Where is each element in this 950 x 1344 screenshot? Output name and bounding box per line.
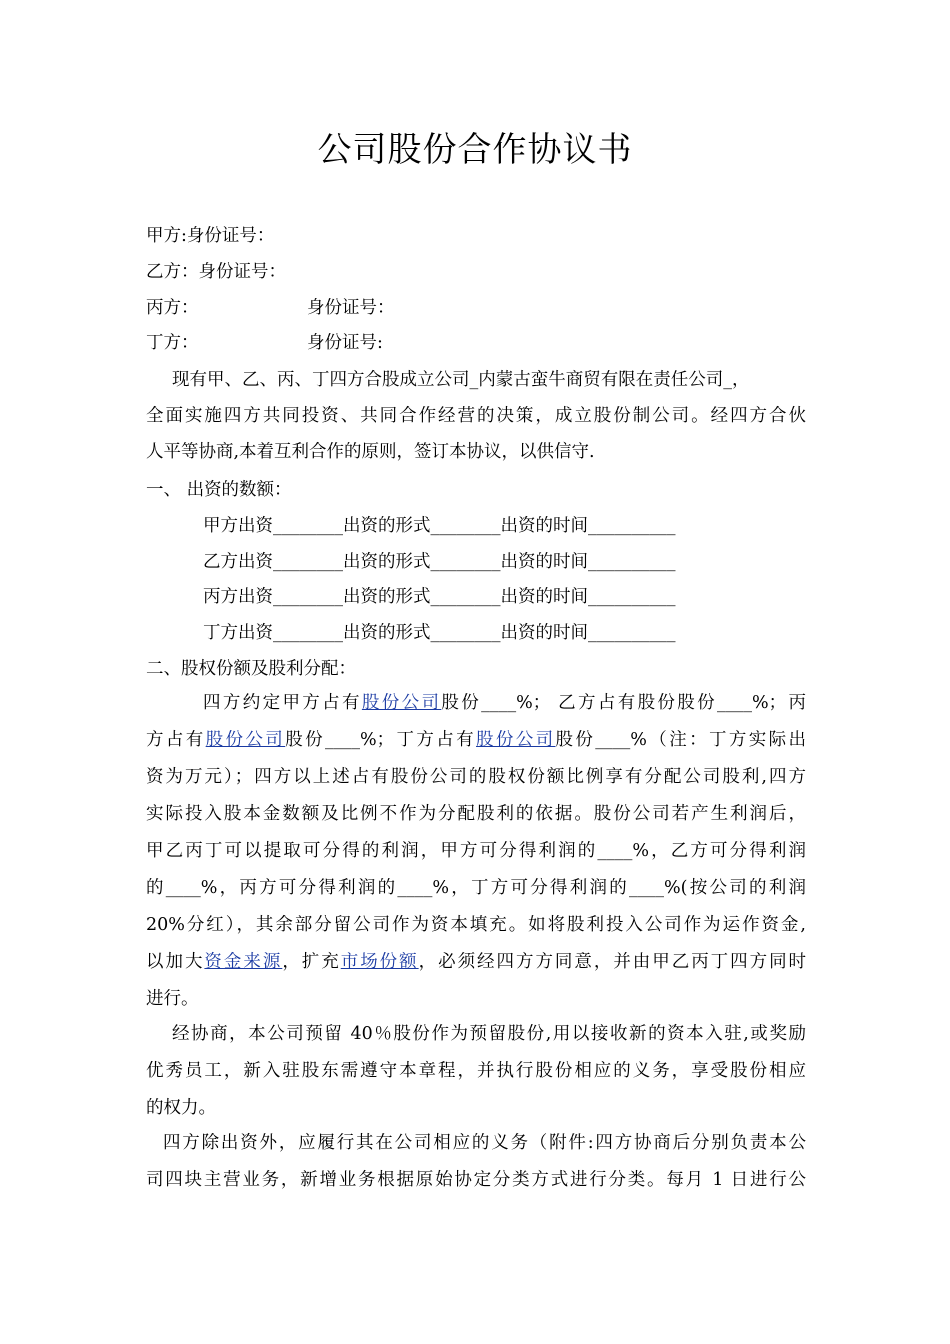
shares-line-5: 甲乙丙丁可以提取可分得的利润，甲方可分得利润的____%，乙方可分得利润 [146,841,806,861]
shares-line-7: 20%分红），其余部分留公司作为资本填充。如将股利投入公司作为运作资金, [146,915,806,935]
document-title: 公司股份合作协议书 [317,130,633,170]
party-jia: 甲方:身份证号： [146,226,275,246]
duties-line-2: 司四块主营业务，新增业务根据原始协定分类方式进行分类。每月 1 日进行公 [146,1170,806,1190]
shares-line-3: 资为万元）；四方以上述占有股份公司的股权份额比例享有分配公司股利,四方 [146,767,806,787]
party-bing-id: 身份证号： [307,298,395,318]
text-span: ，扩充 [282,952,341,972]
link-capital-source[interactable]: 资金来源 [204,952,283,972]
text-span: 方占有 [146,730,206,750]
contribution-row-jia: 甲方出资________出资的形式________出资的时间__________ [203,516,676,536]
text-span: 四方约定甲方占有 [203,693,362,713]
link-joint-stock-company[interactable]: 股份公司 [361,693,442,713]
duties-line-1: 四方除出资外，应履行其在公司相应的义务（附件:四方协商后分别负责本公 [163,1133,806,1153]
shares-line-2 [146,728,806,752]
contribution-row-bing: 丙方出资________出资的形式________出资的时间__________ [203,587,676,607]
party-bing-label: 丙方： [146,298,199,318]
contribution-row-yi: 乙方出资________出资的形式________出资的时间__________ [203,552,676,572]
reserve-line-3: 的权力。 [146,1098,216,1118]
party-bing [146,296,546,320]
reserve-line-1: 经协商，本公司预留 40％股份作为预留股份,用以接收新的资本入驻,或奖励 [172,1024,806,1044]
shares-line-9: 进行。 [146,989,199,1009]
party-yi: 乙方：身份证号： [146,262,286,282]
intro-line-1: 现有甲、乙、丙、丁四方合股成立公司_内蒙古蛮牛商贸有限在责任公司_， [172,370,750,390]
text-span: 股份____%；丁方占有 [285,730,476,750]
party-ding-label: 丁方： [146,333,199,353]
shares-line-6: 的____%，丙方可分得利润的____%，丁方可分得利润的____%(按公司的利润 [146,878,806,898]
reserve-line-2: 优秀员工，新入驻股东需遵守本章程，并执行股份相应的义务，享受股份相应 [146,1061,806,1081]
party-ding [146,331,546,355]
section-1-heading: 一、 出资的数额： [146,480,292,500]
link-joint-stock-company[interactable]: 股份公司 [205,730,286,750]
party-ding-id: 身份证号: [307,333,383,353]
text-span: 股份____%； 乙方占有股份股份____%；丙 [441,693,806,713]
link-market-share[interactable]: 市场份额 [340,952,419,972]
shares-line-1 [203,691,806,715]
contribution-row-ding: 丁方出资________出资的形式________出资的时间__________ [203,623,676,643]
intro-line-2: 全面实施四方共同投资、共同合作经营的决策，成立股份制公司。经四方合伙 [146,406,806,426]
intro-line-3: 人平等协商,本着互利合作的原则，签订本协议，以供信守. [146,442,595,462]
shares-line-8 [146,950,806,974]
text-span: 股份____%（注：丁方实际出 [555,730,806,750]
link-joint-stock-company[interactable]: 股份公司 [476,730,556,750]
shares-line-4: 实际投入股本金数额及比例不作为分配股利的依据。股份公司若产生利润后， [146,804,806,824]
section-2-heading: 二、股权份额及股利分配： [146,659,356,679]
text-span: 以加大 [146,952,205,972]
text-span: ，必须经四方方同意，并由甲乙丙丁四方同时 [418,952,807,972]
